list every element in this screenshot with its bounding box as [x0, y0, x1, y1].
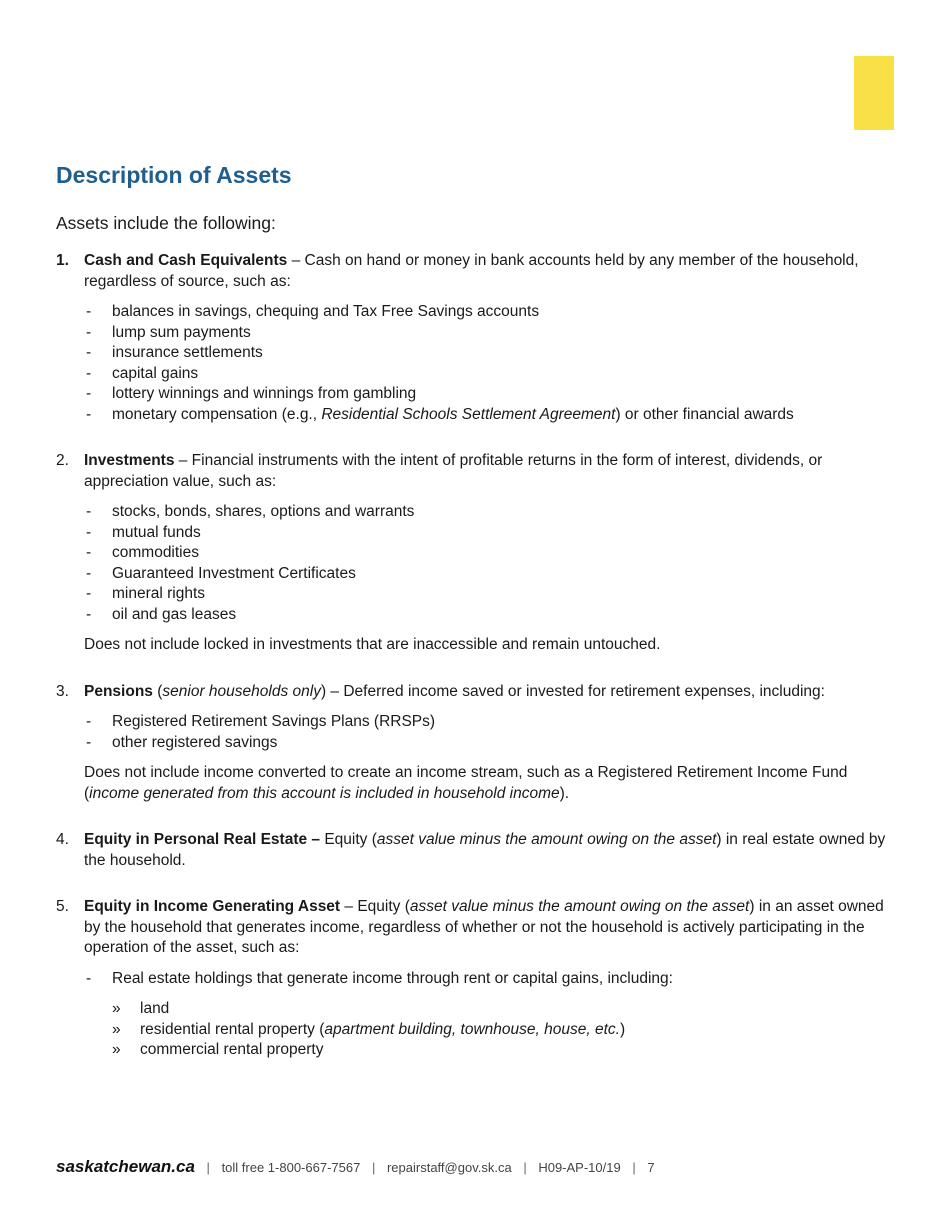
item-label: Investments	[84, 452, 175, 469]
list-item: - mineral rights	[86, 585, 206, 602]
list-item: - lottery winnings and winnings from gambling	[86, 385, 417, 402]
item-note: Does not include locked in investments that are inaccessible and remain untouched.	[84, 636, 661, 653]
item-number: 4.	[56, 831, 69, 848]
item-number: 3.	[56, 682, 69, 700]
item-label: Equity in Personal Real Estate –	[84, 831, 321, 848]
list-item: - balances in savings, chequing and Tax Free Savings accounts	[86, 303, 540, 320]
item-label: Equity in Income Generating Asset	[84, 898, 341, 915]
list-item: - Guaranteed Investment Certificates	[86, 564, 356, 582]
footer-email[interactable]: repairstaff@gov.sk.ca	[386, 1160, 512, 1175]
asset-item-income-generating: 5. Equity in Income Generating Asset – Equity (asset value minus the amount owing on the asset) in an asset owned by the household that generates income, regardless of whether or not the household is actively participating in the operation of the asset, such as: - Real estate holdings that generate income through rent or capital gains, including: » land » residential rental property (apartment building, townhouse, house, etc.) » commercial rental property	[56, 897, 896, 1061]
item-description: – Cash on hand or money in bank accounts held by any member of the household, regardless of source, such as:	[84, 252, 859, 290]
item-note: Does not include income converted to create an income stream, such as a Registered Retirement Income Fund (income generated from this account is included in household income).	[84, 764, 848, 802]
list-item: - capital gains	[86, 364, 199, 382]
bullet-list	[84, 302, 896, 425]
item-label: Pensions	[84, 682, 153, 700]
footer-phone: toll free 1-800-667-7567	[221, 1160, 361, 1175]
page-footer: saskatchewan.ca | toll free 1-800-667-7567 | repairstaff@gov.sk.ca | H09-AP-10/19 | 7	[56, 1157, 655, 1176]
item-number: 1.	[56, 252, 69, 269]
page-title: Description of Assets	[56, 162, 292, 188]
list-item: - other registered savings	[86, 733, 278, 751]
item-number: 2.	[56, 452, 69, 469]
bullet-list	[84, 502, 896, 625]
list-item: » commercial rental property	[112, 1041, 324, 1058]
list-item: - insurance settlements	[86, 344, 263, 361]
bullet-list	[84, 712, 896, 753]
sub-bullet-list	[112, 999, 896, 1061]
list-item: - commodities	[86, 544, 199, 561]
yellow-accent-tab	[854, 56, 894, 130]
list-item: » land	[112, 1000, 170, 1017]
list-item: - monetary compensation (e.g., Residential Schools Settlement Agreement) or other financial awards	[86, 405, 794, 423]
page-number: 7	[647, 1160, 655, 1175]
asset-item-pensions: 3. Pensions (senior households only) – Deferred income saved or invested for retirement expenses, including: - Registered Retirement Savings Plans (RRSPs) - other registered savings Does not include income converted to create an income stream, such as a Registered Retirement Income Fund (income generated from this account is included in household income).	[56, 682, 896, 805]
item-number: 5.	[56, 898, 69, 915]
assets-list	[56, 251, 896, 1061]
list-item: - Real estate holdings that generate income through rent or capital gains, including:	[86, 969, 673, 987]
list-item: - oil and gas leases	[86, 605, 237, 623]
item-description: ) – Deferred income saved or invested for retirement expenses, including:	[320, 682, 825, 700]
asset-item-personal-real-estate: 4. Equity in Personal Real Estate – Equity (asset value minus the amount owing on the asset) in real estate owned by the household.	[56, 831, 886, 869]
item-label: Cash and Cash Equivalents	[84, 252, 288, 269]
footer-doc-code: H09-AP-10/19	[538, 1160, 621, 1175]
item-description: – Financial instruments with the intent of profitable returns in the form of interest, dividends, or appreciation value, such as:	[84, 452, 823, 490]
asset-item-cash	[56, 251, 896, 425]
list-item: - Registered Retirement Savings Plans (RRSPs)	[86, 713, 436, 730]
list-item: - lump sum payments	[86, 323, 251, 341]
list-item: - stocks, bonds, shares, options and warrants	[86, 503, 415, 520]
brand-link[interactable]: saskatchewan.ca	[56, 1157, 195, 1176]
intro-text: Assets include the following:	[56, 213, 276, 233]
list-item: » residential rental property (apartment building, townhouse, house, etc.)	[112, 1020, 626, 1038]
bullet-list	[84, 969, 896, 990]
asset-item-investments	[56, 451, 896, 656]
list-item: - mutual funds	[86, 523, 201, 541]
